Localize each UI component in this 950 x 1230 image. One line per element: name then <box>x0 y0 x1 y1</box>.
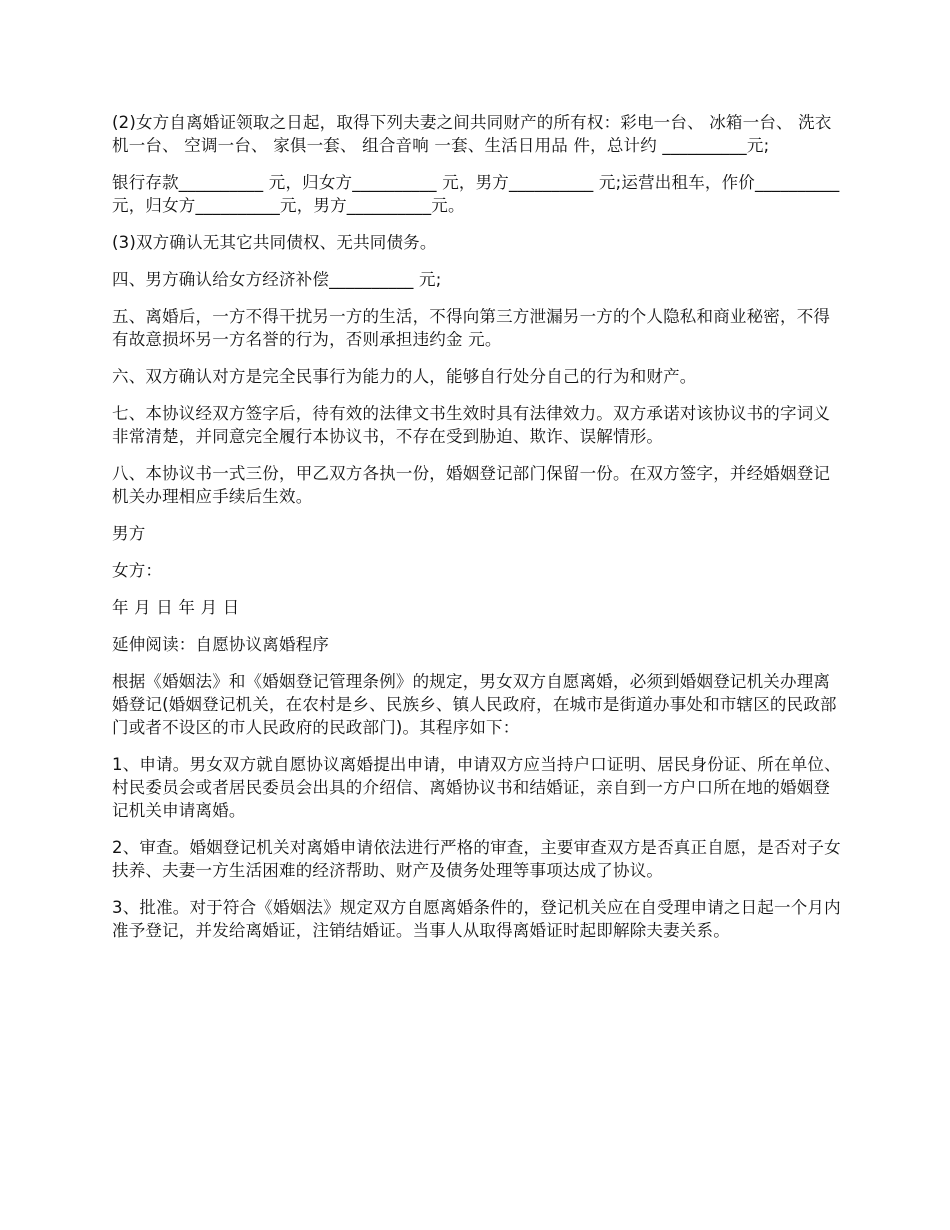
document-body <box>112 111 842 956</box>
paragraph-copies: 八、本协议书一式三份，甲乙双方各执一份，婚姻登记部门保留一份。在双方签字，并经婚姻登记机关办理相应手续后生效。 <box>112 464 831 506</box>
paragraph-no-debts: (3)双方确认无其它共同债权、无共同债务。 <box>112 233 437 252</box>
paragraph-bank-deposit: 银行存款__________ 元，归女方__________ 元，男方__________ 元;运营出租车，作价__________元，归女方__________元，男方__________元。 <box>112 173 840 215</box>
paragraph-step-apply: 1、申请。男女双方就自愿协议离婚提出申请，申请双方应当持户口证明、居民身份证、所在单位、村民委员会或者居民委员会出具的介绍信、离婚协议书和结婚证，亲自到一方户口所在地的婚姻登记机关申请离婚。 <box>112 755 841 820</box>
paragraph-no-interference: 五、离婚后，一方不得干扰另一方的生活，不得向第三方泄漏另一方的个人隐私和商业秘密，不得有故意损坏另一方名誉的行为，否则承担违约金 元。 <box>112 307 831 349</box>
paragraph-capacity: 六、双方确认对方是完全民事行为能力的人，能够自行处分自己的行为和财产。 <box>112 367 697 386</box>
paragraph-effectiveness: 七、本协议经双方签字后，待有效的法律文书生效时具有法律效力。双方承诺对该协议书的字词义非常清楚，并同意完全履行本协议书，不存在受到胁迫、欺诈、误解情形。 <box>112 404 831 446</box>
section-heading-extended-reading: 延伸阅读：自愿协议离婚程序 <box>112 635 330 654</box>
paragraph-step-approve: 3、批准。对于符合《婚姻法》规定双方自愿离婚条件的，登记机关应在自受理申请之日起一个月内准予登记，并发给离婚证，注销结婚证。当事人从取得离婚证时起即解除夫妻关系。 <box>112 898 841 940</box>
signature-woman: 女方： <box>112 561 163 580</box>
signature-date: 年 月 日 年 月 日 <box>112 598 240 617</box>
paragraph-step-review: 2、审查。婚姻登记机关对离婚申请依法进行严格的审查，主要审查双方是否真正自愿，是否对子女扶养、夫妻一方生活困难的经济帮助、财产及债务处理等事项达成了协议。 <box>112 838 841 880</box>
paragraph-compensation: 四、男方确认给女方经济补偿__________ 元; <box>112 270 442 289</box>
paragraph-property-women: (2)女方自离婚证领取之日起，取得下列夫妻之间共同财产的所有权：彩电一台、 冰箱一台、 洗衣机一台、 空调一台、 家俱一套、 组合音响 一套、生活日用品 件，总计约 __________元; <box>112 113 832 155</box>
signature-man: 男方 <box>112 524 146 543</box>
paragraph-legal-basis: 根据《婚姻法》和《婚姻登记管理条例》的规定，男女双方自愿离婚，必须到婚姻登记机关办理离婚登记(婚姻登记机关，在农村是乡、民族乡、镇人民政府，在城市是街道办事处和市辖区的民政部门或者不设区的市人民政府的民政部门)。其程序如下： <box>112 672 837 737</box>
